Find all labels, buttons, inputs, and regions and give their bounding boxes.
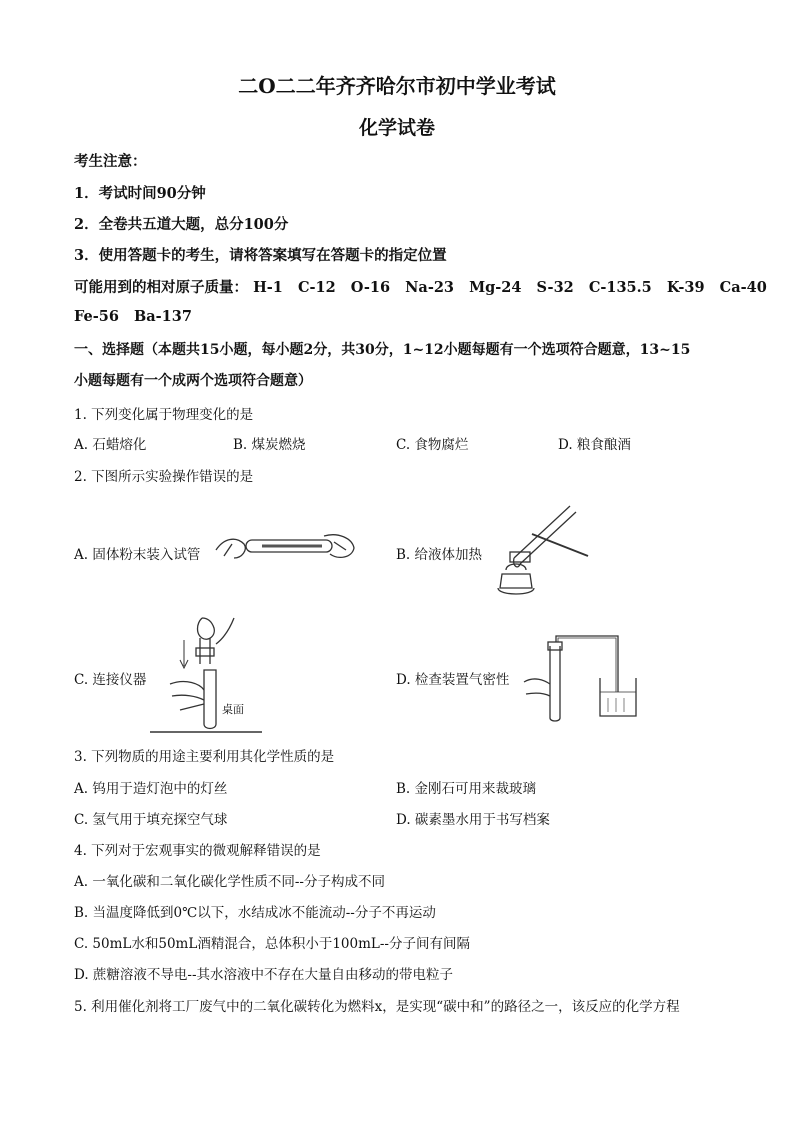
- question-stem: 2. 下图所示实验操作错误的是: [74, 469, 254, 485]
- heating-liquid-figure: [492, 496, 592, 600]
- option-a: A. 石蜡熔化: [74, 437, 147, 453]
- atomic-mass-label: 可能用到的相对原子质量：: [74, 279, 248, 296]
- atomic-mass-item: Ca-40: [719, 279, 767, 296]
- notice-item: 2．全卷共五道大题，总分100分: [74, 216, 289, 233]
- option-d: D. 检查装置气密性: [396, 672, 510, 688]
- question-stem: 1. 下列变化属于物理变化的是: [74, 407, 254, 423]
- atomic-mass-item: Na-23: [405, 279, 455, 296]
- section-heading: 一、选择题（本题共15小题，每小题2分，共30分，1~12小题每题有一个选项符合题意，13~15: [74, 342, 691, 358]
- question-stem: 4. 下列对于宏观事实的微观解释错误的是: [74, 843, 321, 859]
- atomic-mass-item: K-39: [666, 279, 705, 296]
- atomic-mass-item: S-32: [536, 279, 574, 296]
- atomic-mass-item: C-135.5: [588, 279, 652, 296]
- question-stem: 5. 利用催化剂将工厂废气中的二氧化碳转化为燃料x，是实现“碳中和”的路径之一，该反应的化学方程: [74, 999, 680, 1015]
- section-heading-cont: 小题每题有一个成两个选项符合题意）: [74, 373, 312, 389]
- atomic-mass-item: Fe-56: [74, 308, 119, 325]
- powder-into-tube-figure: [212, 528, 362, 564]
- option-b: B. 当温度降低到0℃以下，水结成冰不能流动--分子不再运动: [74, 905, 436, 921]
- option-d: D. 蔗糖溶液不导电--其水溶液中不存在大量自由移动的带电粒子: [74, 967, 454, 983]
- option-a: A. 固体粉末装入试管: [74, 547, 201, 563]
- atomic-mass-line: [74, 308, 192, 325]
- connect-apparatus-figure: [150, 614, 262, 736]
- atomic-mass-item: H-1: [253, 279, 283, 296]
- atomic-mass-item: Mg-24: [469, 279, 522, 296]
- option-c: C. 连接仪器: [74, 672, 147, 688]
- option-b: B. 金刚石可用来裁玻璃: [396, 781, 537, 797]
- exam-title: 二O二二年齐齐哈尔市初中学业考试: [238, 74, 556, 98]
- option-d: D. 粮食酿酒: [558, 437, 631, 453]
- option-a: A. 一氧化碳和二氧化碳化学性质不同--分子构成不同: [74, 874, 385, 890]
- atomic-mass-line: [74, 276, 767, 297]
- option-a: A. 钨用于造灯泡中的灯丝: [74, 781, 228, 797]
- atomic-mass-item: C-12: [297, 279, 336, 296]
- option-c: C. 50mL水和50mL酒精混合，总体积小于100mL--分子间有间隔: [74, 936, 470, 952]
- atomic-mass-item: O-16: [350, 279, 391, 296]
- option-b: B. 给液体加热: [396, 547, 483, 563]
- option-c: C. 食物腐烂: [396, 437, 469, 453]
- option-c: C. 氢气用于填充探空气球: [74, 812, 228, 828]
- notice-item: 1．考试时间90分钟: [74, 185, 206, 202]
- notice-item: 3．使用答题卡的考生，请将答案填写在答题卡的指定位置: [74, 247, 447, 264]
- atomic-mass-item: Ba-137: [134, 308, 192, 325]
- option-d: D. 碳素墨水用于书写档案: [396, 812, 550, 828]
- question-stem: 3. 下列物质的用途主要利用其化学性质的是: [74, 749, 335, 765]
- desk-label: 桌面: [222, 703, 244, 716]
- exam-subtitle: 化学试卷: [358, 117, 435, 139]
- airtightness-figure: [520, 632, 638, 722]
- notice-heading: 考生注意：: [74, 153, 147, 170]
- option-b: B. 煤炭燃烧: [233, 437, 306, 453]
